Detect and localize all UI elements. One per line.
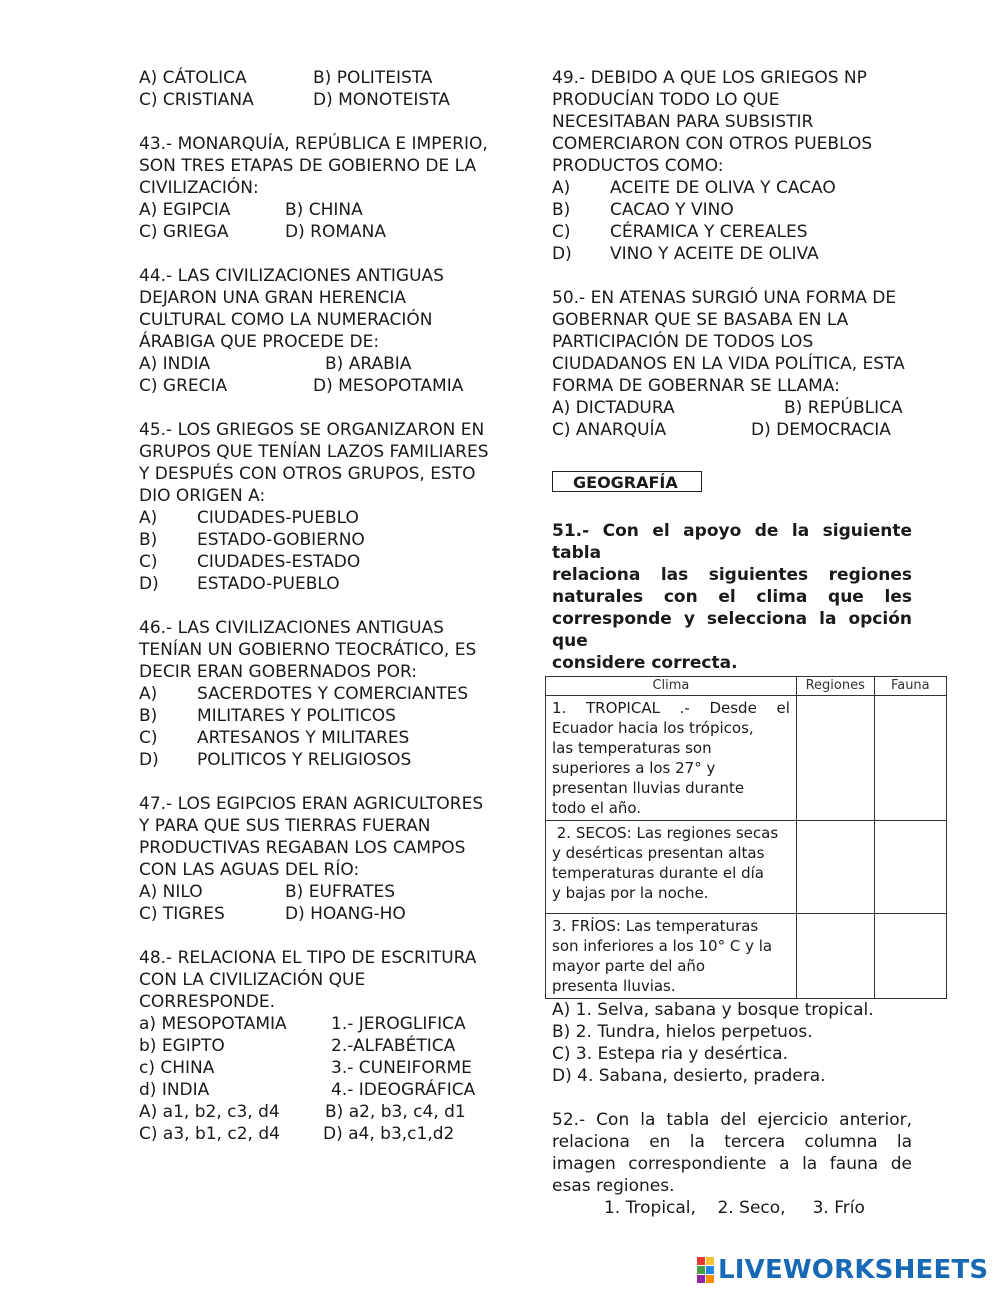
option-d: D) ESTADO-PUEBLO bbox=[139, 574, 340, 594]
option-b: B) POLITEISTA bbox=[313, 68, 433, 88]
option-b: B) MILITARES Y POLITICOS bbox=[139, 706, 396, 726]
question-text: GOBERNAR QUE SE BASABA EN LA bbox=[552, 310, 849, 330]
regions-cell[interactable] bbox=[796, 914, 874, 999]
question-text: CON LAS AGUAS DEL RÍO: bbox=[139, 860, 360, 880]
option-d: D) MESOPOTAMIA bbox=[313, 376, 464, 396]
region-list: 1. Tropical, 2. Seco, 3. Frío bbox=[604, 1198, 865, 1218]
question-text: 52.- Con la tabla del ejercicio anterior, bbox=[552, 1110, 912, 1130]
option-c: C) ARTESANOS Y MILITARES bbox=[139, 728, 410, 748]
question-text: CORRESPONDE. bbox=[139, 992, 275, 1012]
question-42-options bbox=[139, 67, 489, 111]
option-a: A) 1. Selva, sabana y bosque tropical. bbox=[552, 1000, 874, 1020]
question-text: TENÍAN UN GOBIERNO TEOCRÁTICO, ES bbox=[139, 640, 477, 660]
regions-cell[interactable] bbox=[796, 696, 874, 821]
question-text: CULTURAL COMO LA NUMERACIÓN bbox=[139, 310, 433, 330]
question-text: imagen correspondiente a la fauna de bbox=[552, 1154, 912, 1174]
question-text: 46.- LAS CIVILIZACIONES ANTIGUAS bbox=[139, 618, 444, 638]
climate-cell: 2. SECOS: Las regiones secas y desérticas presentan altas temperaturas durante el día y bajas por la noche. bbox=[546, 821, 797, 914]
question-text: 44.- LAS CIVILIZACIONES ANTIGUAS bbox=[139, 266, 444, 286]
question-text: corresponde y selecciona la opción que bbox=[552, 609, 912, 651]
option-a: A) a1, b2, c3, d4 bbox=[139, 1102, 280, 1122]
option-d: D) MONOTEISTA bbox=[313, 90, 450, 110]
column-header: Regiones bbox=[796, 677, 874, 696]
table-row bbox=[546, 696, 947, 821]
question-49 bbox=[552, 67, 912, 265]
logo-icon bbox=[697, 1257, 714, 1283]
option-d: D) 4. Sabana, desierto, pradera. bbox=[552, 1066, 826, 1086]
table-row bbox=[546, 821, 947, 914]
question-52 bbox=[552, 1109, 912, 1219]
question-text: 47.- LOS EGIPCIOS ERAN AGRICULTORES bbox=[139, 794, 484, 814]
section-title: GEOGRAFÍA bbox=[552, 471, 702, 492]
logo-block bbox=[706, 1257, 714, 1265]
option-b: B) REPÚBLICA bbox=[784, 398, 903, 418]
question-text: Y DESPUÉS CON OTROS GRUPOS, ESTO bbox=[139, 464, 476, 484]
climate-cell: 3. FRÍOS: Las temperaturas son inferiores a los 10° C y la mayor parte del año presenta lluvias. bbox=[546, 914, 797, 999]
question-48 bbox=[139, 947, 489, 1145]
option-c: C) ANARQUÍA bbox=[552, 420, 667, 440]
option-d: D) a4, b3,c1,d2 bbox=[323, 1124, 455, 1144]
option-b: B) ESTADO-GOBIERNO bbox=[139, 530, 365, 550]
question-text: naturales con el clima que les bbox=[552, 587, 912, 607]
question-50 bbox=[552, 287, 912, 441]
option-a: A) CÁTOLICA bbox=[139, 68, 247, 88]
question-text: ÁRABIGA QUE PROCEDE DE: bbox=[139, 332, 380, 352]
option-a: A) CIUDADES-PUEBLO bbox=[139, 508, 359, 528]
climate-cell: 1. TROPICAL .- Desde el Ecuador hacia los trópicos, las temperaturas son superiores a los 27° y presentan lluvias durante todo el año. bbox=[546, 696, 797, 821]
option-b: B) a2, b3, c4, d1 bbox=[325, 1102, 466, 1122]
question-text: DIO ORIGEN A: bbox=[139, 486, 266, 506]
logo-block bbox=[706, 1266, 714, 1274]
question-text: 48.- RELACIONA EL TIPO DE ESCRITURA bbox=[139, 948, 477, 968]
climate-table bbox=[545, 676, 947, 999]
question-text: 43.- MONARQUÍA, REPÚBLICA E IMPERIO, bbox=[139, 134, 488, 154]
option-a: A) INDIA bbox=[139, 354, 211, 374]
regions-cell[interactable] bbox=[796, 821, 874, 914]
question-text: NECESITABAN PARA SUBSISTIR bbox=[552, 112, 814, 132]
question-text: CIVILIZACIÓN: bbox=[139, 178, 259, 198]
option-d: D) DEMOCRACIA bbox=[751, 420, 891, 440]
question-text: COMERCIARON CON OTROS PUEBLOS bbox=[552, 134, 873, 154]
fauna-cell[interactable] bbox=[874, 821, 946, 914]
option-c: C) CÉRAMICA Y CEREALES bbox=[552, 222, 808, 242]
question-text: PARTICIPACIÓN DE TODOS LOS bbox=[552, 332, 814, 352]
fauna-cell[interactable] bbox=[874, 914, 946, 999]
logo-text: LIVEWORKSHEETS bbox=[718, 1255, 989, 1285]
question-text: 45.- LOS GRIEGOS SE ORGANIZARON EN bbox=[139, 420, 485, 440]
option-a: A) ACEITE DE OLIVA Y CACAO bbox=[552, 178, 836, 198]
liveworksheets-logo bbox=[697, 1257, 988, 1283]
question-44 bbox=[139, 265, 489, 397]
left-column bbox=[139, 67, 489, 1167]
table-header-row bbox=[546, 677, 947, 696]
question-47 bbox=[139, 793, 489, 925]
option-c: C) a3, b1, c2, d4 bbox=[139, 1124, 280, 1144]
question-text: PRODUCTOS COMO: bbox=[552, 156, 724, 176]
option-b: B) CACAO Y VINO bbox=[552, 200, 734, 220]
match-row: b) EGIPTO 2.-ALFABÉTICA bbox=[139, 1036, 456, 1056]
question-text: PRODUCTIVAS REGABAN LOS CAMPOS bbox=[139, 838, 466, 858]
question-text: FORMA DE GOBERNAR SE LLAMA: bbox=[552, 376, 840, 396]
option-c: C) CRISTIANA bbox=[139, 90, 254, 110]
option-a: A) DICTADURA bbox=[552, 398, 675, 418]
option-c: C) GRECIA bbox=[139, 376, 228, 396]
question-text: PRODUCÍAN TODO LO QUE bbox=[552, 90, 780, 110]
option-c: C) CIUDADES-ESTADO bbox=[139, 552, 361, 572]
table-row bbox=[546, 914, 947, 999]
question-43 bbox=[139, 133, 489, 243]
question-text: DECIR ERAN GOBERNADOS POR: bbox=[139, 662, 417, 682]
question-text: Y PARA QUE SUS TIERRAS FUERAN bbox=[139, 816, 431, 836]
match-row: a) MESOPOTAMIA 1.- JEROGLIFICA bbox=[139, 1014, 466, 1034]
option-d: D) VINO Y ACEITE DE OLIVA bbox=[552, 244, 819, 264]
column-header: Fauna bbox=[874, 677, 946, 696]
question-51-answers bbox=[552, 999, 912, 1087]
option-b: B) ARABIA bbox=[325, 354, 412, 374]
question-46 bbox=[139, 617, 489, 771]
option-b: B) EUFRATES bbox=[285, 882, 396, 902]
logo-block bbox=[706, 1275, 714, 1283]
option-b: B) 2. Tundra, hielos perpetuos. bbox=[552, 1022, 813, 1042]
option-a: A) NILO bbox=[139, 882, 203, 902]
logo-block bbox=[697, 1257, 705, 1265]
fauna-cell[interactable] bbox=[874, 696, 946, 821]
question-text: relaciona las siguientes regiones bbox=[552, 565, 912, 585]
question-text: 50.- EN ATENAS SURGIÓ UNA FORMA DE bbox=[552, 288, 897, 308]
option-a: A) EGIPCIA bbox=[139, 200, 231, 220]
question-text: esas regiones. bbox=[552, 1176, 675, 1196]
question-text: DEJARON UNA GRAN HERENCIA bbox=[139, 288, 407, 308]
match-row: d) INDIA 4.- IDEOGRÁFICA bbox=[139, 1080, 476, 1100]
question-51 bbox=[552, 520, 912, 674]
match-row: c) CHINA 3.- CUNEIFORME bbox=[139, 1058, 472, 1078]
question-text: CON LA CIVILIZACIÓN QUE bbox=[139, 970, 366, 990]
question-text: CIUDADANOS EN LA VIDA POLÍTICA, ESTA bbox=[552, 354, 905, 374]
question-text: SON TRES ETAPAS DE GOBIERNO DE LA bbox=[139, 156, 477, 176]
option-b: B) CHINA bbox=[285, 200, 363, 220]
option-d: D) HOANG-HO bbox=[285, 904, 406, 924]
logo-block bbox=[697, 1266, 705, 1274]
question-text: 51.- Con el apoyo de la siguiente tabla bbox=[552, 521, 912, 563]
option-c: C) 3. Estepa ria y desértica. bbox=[552, 1044, 788, 1064]
logo-block bbox=[697, 1275, 705, 1283]
option-d: D) POLITICOS Y RELIGIOSOS bbox=[139, 750, 412, 770]
option-c: C) GRIEGA bbox=[139, 222, 229, 242]
question-text: GRUPOS QUE TENÍAN LAZOS FAMILIARES bbox=[139, 442, 489, 462]
question-text: considere correcta. bbox=[552, 653, 738, 673]
question-text: relaciona en la tercera columna la bbox=[552, 1132, 912, 1152]
question-45 bbox=[139, 419, 489, 595]
option-c: C) TIGRES bbox=[139, 904, 225, 924]
column-header: Clima bbox=[546, 677, 797, 696]
question-text: 49.- DEBIDO A QUE LOS GRIEGOS NP bbox=[552, 68, 867, 88]
right-column bbox=[552, 67, 930, 1219]
option-a: A) SACERDOTES Y COMERCIANTES bbox=[139, 684, 469, 704]
option-d: D) ROMANA bbox=[285, 222, 386, 242]
